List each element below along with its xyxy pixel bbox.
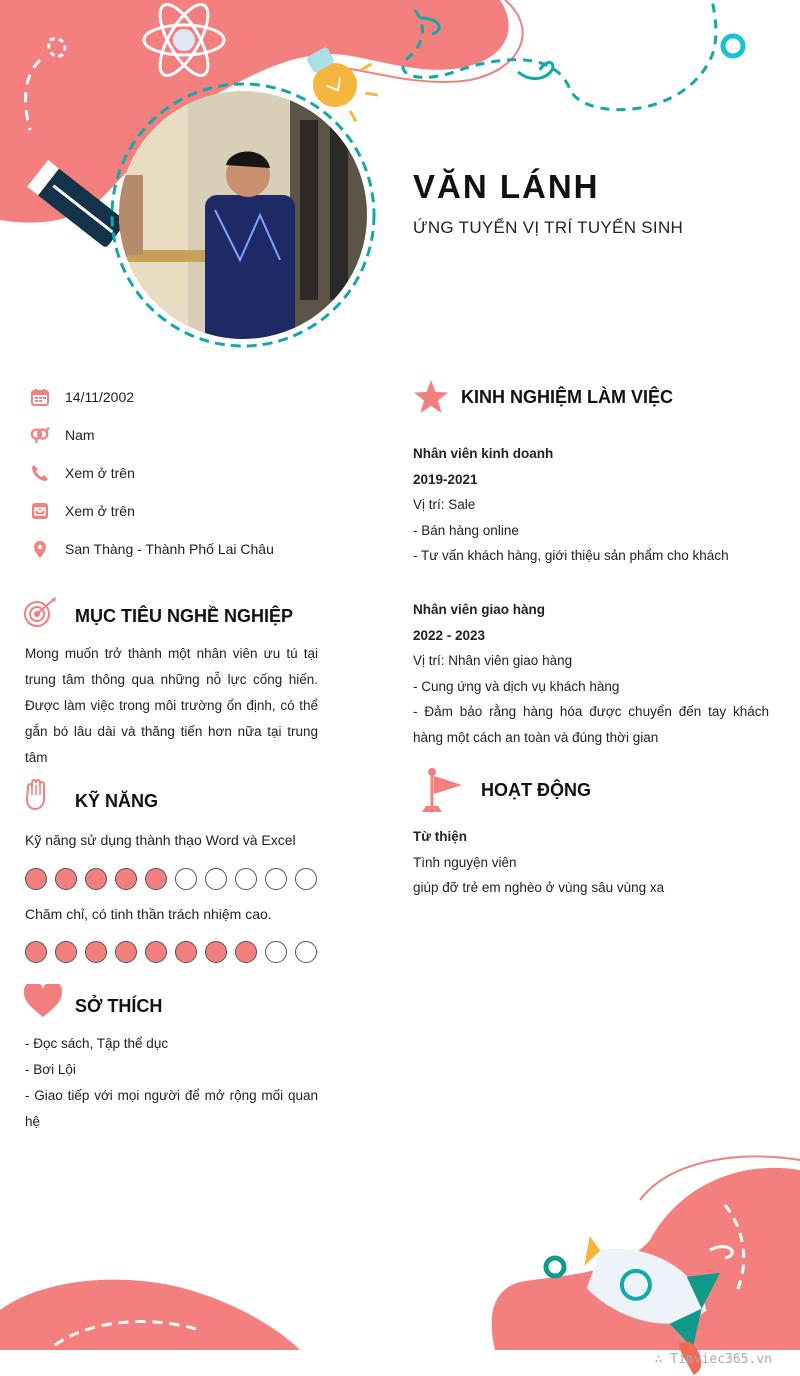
contact-value: San Thàng - Thành Phố Lai Châu	[65, 541, 274, 557]
job-title: Nhân viên giao hàng	[413, 602, 546, 617]
job-role: Vị trí: Sale	[413, 497, 476, 512]
contact-gender	[30, 423, 95, 447]
activities-title: HOẠT ĐỘNG	[481, 780, 591, 800]
hobbies-title: SỞ THÍCH	[75, 996, 163, 1016]
experience-title: KINH NGHIỆM LÀM VIỆC	[461, 387, 674, 407]
job-period: 2022 - 2023	[413, 627, 486, 643]
contact-value: Xem ở trên	[65, 503, 135, 519]
contact-address	[30, 537, 274, 561]
rating-dot-filled	[115, 941, 137, 963]
rating-dot-empty	[295, 941, 317, 963]
skills-title: KỸ NĂNG	[75, 791, 159, 811]
watermark: ∴ Timviec365.vn	[654, 1352, 772, 1367]
activity-desc: giúp đỡ trẻ em nghèo ở vùng sâu vùng xa	[413, 880, 665, 895]
rating-dot-empty	[265, 868, 287, 890]
rating-dot-filled	[25, 868, 47, 890]
job-duty: - Bán hàng online	[413, 522, 519, 538]
email-icon	[30, 501, 50, 521]
rating-dot-filled	[85, 941, 107, 963]
rating-dot-filled	[235, 941, 257, 963]
contact-value: Nam	[65, 427, 95, 443]
calendar-icon	[30, 387, 50, 407]
rating-dot-empty	[235, 868, 257, 890]
job-period: 2019-2021	[413, 471, 478, 487]
rating-dot-filled	[145, 941, 167, 963]
rating-dot-filled	[55, 941, 77, 963]
contact-email	[30, 499, 135, 523]
job-duty: - Đảm bảo rằng hàng hóa được chuyển đến tay khách hàng một cách an toàn và đúng thời gian	[413, 704, 769, 745]
skill-label: Kỹ năng sử dụng thành thạo Word và Excel	[25, 832, 296, 848]
objective-title: MỤC TIÊU NGHỀ NGHIỆP	[75, 606, 294, 626]
star-icon	[413, 380, 449, 414]
hobby-item: - Giao tiếp với mọi người để mở rộng mối quan hệ	[25, 1088, 318, 1129]
activity-role: Tình nguyện viên	[413, 854, 517, 870]
job-title: Nhân viên kinh doanh	[413, 446, 554, 461]
contact-birthdate	[30, 385, 134, 409]
rating-dot-filled	[25, 941, 47, 963]
location-icon	[30, 539, 50, 559]
skill-rating	[25, 868, 317, 890]
rating-dot-filled	[115, 868, 137, 890]
contact-phone	[30, 461, 135, 485]
rating-dot-empty	[175, 868, 197, 890]
rating-dot-empty	[265, 941, 287, 963]
skill-rating	[25, 941, 317, 963]
candidate-name: VĂN LÁNH	[413, 168, 600, 205]
hobbies-list	[25, 1031, 318, 1135]
rating-dot-empty	[295, 868, 317, 890]
hobby-item: - Bơi Lội	[25, 1062, 76, 1077]
applied-position: ỨNG TUYỂN VỊ TRÍ TUYỂN SINH	[413, 218, 684, 237]
target-icon	[24, 597, 58, 629]
rating-dot-empty	[205, 868, 227, 890]
rating-dot-filled	[175, 941, 197, 963]
objective-text: Mong muốn trở thành một nhân viên ưu tú tại trung tâm thông qua những nỗ lực cống hiến. Được làm việc trong môi trường ổn định, có thể gắn bó lâu dài và thăng tiến hơn nữa tại trung tâm	[25, 646, 318, 765]
job-entry	[413, 441, 769, 569]
rating-dot-filled	[205, 941, 227, 963]
activity-entry	[413, 824, 769, 901]
job-role: Vị trí: Nhân viên giao hàng	[413, 653, 573, 668]
job-entry	[413, 597, 769, 750]
rating-dot-filled	[55, 868, 77, 890]
flag-icon	[420, 768, 464, 814]
job-duty: - Cung ứng và dịch vụ khách hàng	[413, 678, 620, 694]
profile-photo	[118, 90, 368, 345]
heart-icon	[24, 984, 62, 1018]
contact-value: 14/11/2002	[65, 389, 135, 405]
rating-dot-filled	[145, 868, 167, 890]
fist-icon	[24, 779, 48, 811]
activity-name: Từ thiện	[413, 829, 468, 844]
contact-value: Xem ở trên	[65, 465, 135, 481]
phone-icon	[30, 463, 50, 483]
rating-dot-filled	[85, 868, 107, 890]
bottom-left-blob	[0, 1280, 300, 1350]
skill-label: Chăm chỉ, có tinh thần trách nhiệm cao.	[25, 906, 272, 922]
job-duty: - Tư vấn khách hàng, giới thiệu sản phẩm cho khách	[413, 548, 729, 563]
gender-icon	[30, 425, 50, 445]
hobby-item: - Đọc sách, Tập thể dục	[25, 1036, 169, 1051]
